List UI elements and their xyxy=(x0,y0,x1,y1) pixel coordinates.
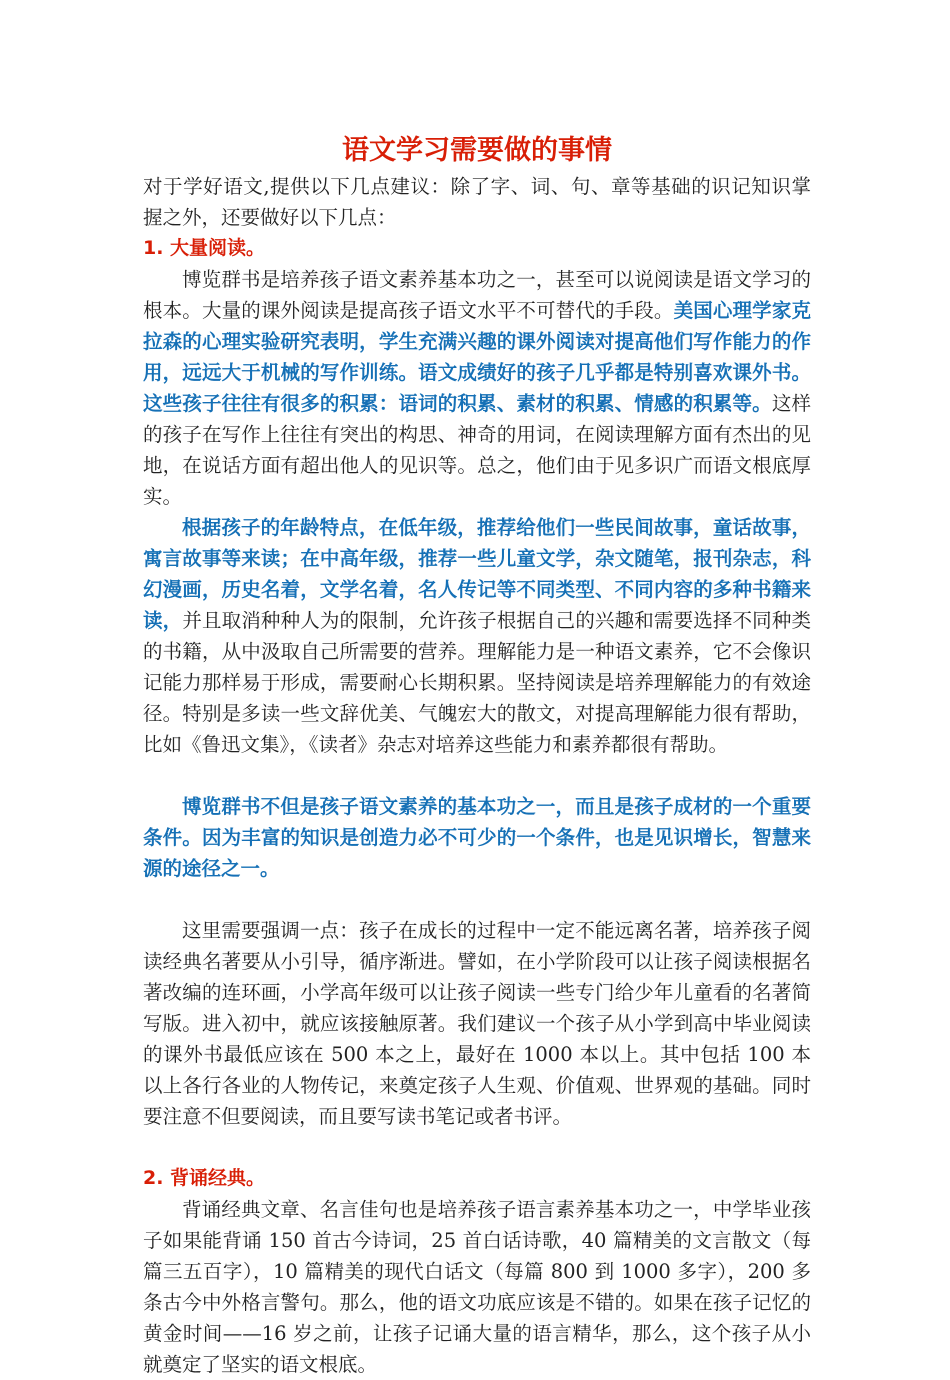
spacer xyxy=(143,884,811,915)
paragraph-text: 这样的孩子在写作上往往有突出的构思、神奇的用词，在阅读理解方面有杰出的见地，在说话方面有超出他人的见识等。总之，他们由于见多识广而语文根底厚实。 xyxy=(143,392,811,508)
intro-paragraph: 对于学好语文,提供以下几点建议：除了字、词、句、章等基础的识记知识掌握之外，还要做好以下几点： xyxy=(143,175,811,229)
paragraph-reading-2 xyxy=(143,512,811,760)
document-body xyxy=(143,133,811,1380)
paragraph-text: 博览群书是培养孩子语文素养基本功之一，甚至可以说阅读是语文学习的根本。大量的课外阅读是提高孩子语文水平不可替代的手段。 xyxy=(143,268,811,322)
paragraph-reading-4: 这里需要强调一点：孩子在成长的过程中一定不能远离名著，培养孩子阅读经典名著要从小引导，循序渐进。譬如，在小学阶段可以让孩子阅读根据名著改编的连环画，小学高年级可以让孩子阅读一些专门给少年儿童看的名著简写版。进入初中，就应该接触原著。我们建议一个孩子从小学到高中毕业阅读的课外书最低应该在 500 本之上，最好在 1000 本以上。其中包括 100 本以上各行各业的人物传记，来奠定孩子人生观、价值观、世界观的基础。同时要注意不但要阅读，而且要写读书笔记或者书评。 xyxy=(143,919,811,1128)
spacer xyxy=(143,1132,811,1163)
emphasis-text: 美国心理学家克拉森的心理实验研究表明，学生充满兴趣的课外阅读对提高他们写作能力的作用，远远大于机械的写作训练。语文成绩好的孩子几乎都是特别喜欢课外书。这些孩子往往有很多的积累：语词的积累、素材的积累、情感的积累等。 xyxy=(143,299,811,415)
emphasis-text: 根据孩子的年龄特点，在低年级，推荐给他们一些民间故事，童话故事，寓言故事等来读；在中高年级，推荐一些儿童文学，杂文随笔，报刊杂志，科幻漫画，历史名着，文学名着，名人传记等不同类型、不同内容的多种书籍来读， xyxy=(143,516,811,632)
paragraph-text: 并且取消种种人为的限制，允许孩子根据自己的兴趣和需要选择不同种类的书籍，从中汲取自己所需要的营养。理解能力是一种语文素养，它不会像识记能力那样易于形成，需要耐心长期积累。坚持阅读是培养理解能力的有效途径。特别是多读一些文辞优美、气魄宏大的散文，对提高理解能力很有帮助，比如《鲁迅文集》，《读者》杂志对培养这些能力和素养都很有帮助。 xyxy=(143,609,811,756)
paragraph-recitation-1: 背诵经典文章、名言佳句也是培养孩子语言素养基本功之一，中学毕业孩子如果能背诵 150 首古今诗词，25 首白话诗歌，40 篇精美的文言散文（每篇三五百字），10 篇精美的现代白话文（每篇 800 到 1000 多字），200 多条古今中外格言警句。那么，他的语文功底应该是不错的。如果在孩子记忆的黄金时间——16 岁之前，让孩子记诵大量的语言精华，那么，这个孩子从小就奠定了坚实的语文根底。 xyxy=(143,1198,811,1376)
spacer xyxy=(143,760,811,791)
section-heading-reading: 1. 大量阅读。 xyxy=(143,237,266,259)
page-title: 语文学习需要做的事情 xyxy=(342,135,612,166)
paragraph-reading-3: 博览群书不但是孩子语文素养的基本功之一，而且是孩子成材的一个重要条件。因为丰富的知识是创造力必不可少的一个条件，也是见识增长，智慧来源的途径之一。 xyxy=(143,795,811,880)
section-heading-recitation: 2. 背诵经典。 xyxy=(143,1167,266,1189)
paragraph-reading-1 xyxy=(143,264,811,512)
